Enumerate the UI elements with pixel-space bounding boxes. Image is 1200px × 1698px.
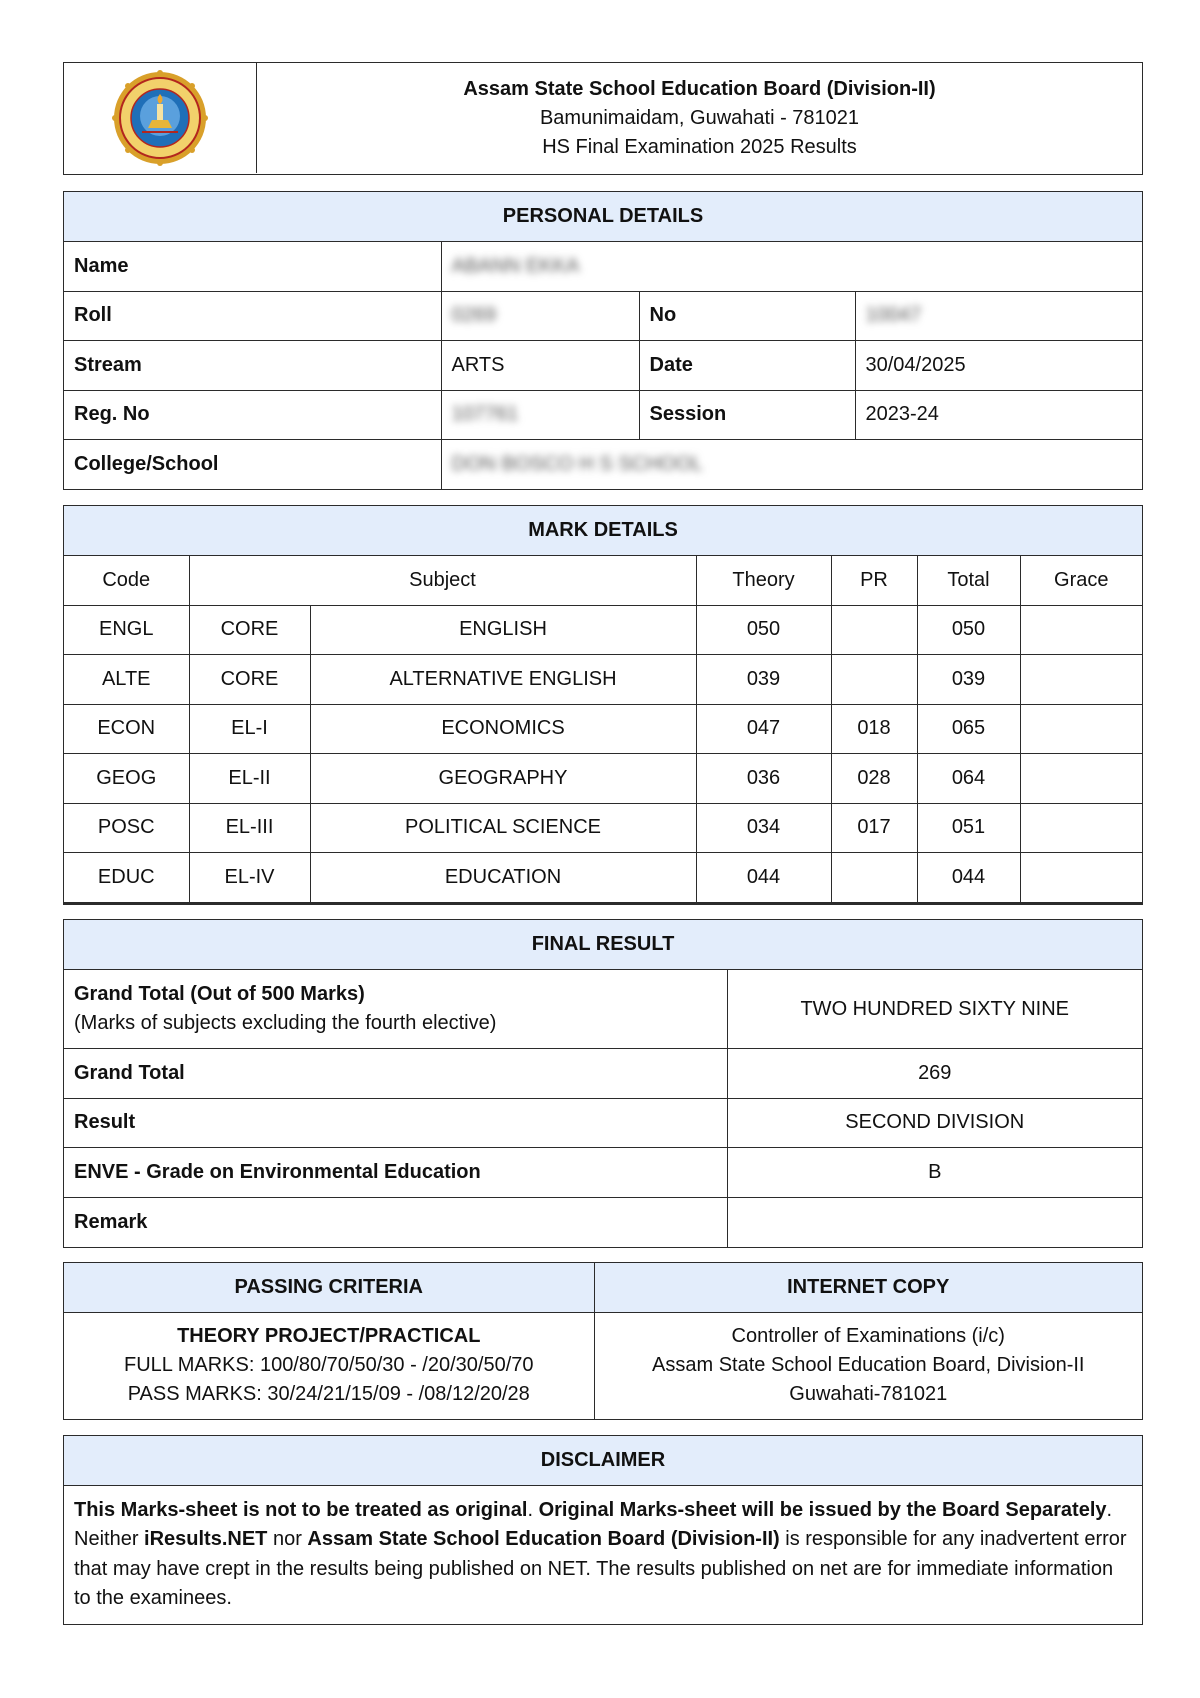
grand-total-words: TWO HUNDRED SIXTY NINE bbox=[727, 970, 1142, 1049]
cell-theory: 034 bbox=[696, 803, 831, 853]
cell-pr bbox=[831, 655, 917, 705]
cell-subject: EDUCATION bbox=[310, 853, 696, 903]
board-line: Assam State School Education Board, Division-II bbox=[652, 1354, 1085, 1377]
internet-copy-body bbox=[594, 1312, 1142, 1419]
cell-grace bbox=[1020, 704, 1142, 754]
cell-type: EL-IV bbox=[189, 853, 310, 903]
enve-label: ENVE - Grade on Environmental Education bbox=[64, 1148, 727, 1198]
criteria-section bbox=[63, 1262, 1143, 1420]
disclaimer-text-4: is responsible for any inadvertent error that may have crept in the results being published on NET. The results published on net are for immediate information to the examinees. bbox=[74, 1528, 1127, 1609]
mark-details-heading: MARK DETAILS bbox=[64, 506, 1142, 556]
col-grace: Grace bbox=[1020, 556, 1142, 606]
cell-total: 064 bbox=[917, 754, 1020, 804]
stream-value: ARTS bbox=[441, 341, 639, 391]
personal-details-section bbox=[63, 191, 1143, 490]
no-label: No bbox=[639, 291, 855, 341]
disclaimer-text bbox=[64, 1485, 1142, 1624]
city-line: Guwahati-781021 bbox=[789, 1383, 948, 1406]
table-row bbox=[64, 754, 1142, 804]
grand-total-value: 269 bbox=[727, 1049, 1142, 1099]
cell-subject: ALTERNATIVE ENGLISH bbox=[310, 655, 696, 705]
cell-type: EL-I bbox=[189, 704, 310, 754]
mark-details-section bbox=[63, 505, 1143, 905]
no-value: 10047 bbox=[865, 304, 922, 327]
full-marks-line: FULL MARKS: 100/80/70/50/30 - /20/30/50/70 bbox=[123, 1354, 534, 1377]
disclaimer-section bbox=[63, 1435, 1143, 1625]
table-row bbox=[64, 704, 1142, 754]
cell-theory: 036 bbox=[696, 754, 831, 804]
disclaimer-text-2: . Neither bbox=[74, 1498, 1113, 1550]
cell-total: 065 bbox=[917, 704, 1020, 754]
cell-code: GEOG bbox=[64, 754, 189, 804]
cell-subject: POLITICAL SCIENCE bbox=[310, 803, 696, 853]
cell-grace bbox=[1020, 853, 1142, 903]
iresults-link: iResults.NET bbox=[144, 1528, 268, 1550]
cell-grace bbox=[1020, 803, 1142, 853]
internet-copy-heading: INTERNET COPY bbox=[594, 1263, 1142, 1312]
disclaimer-bold-4: Assam State School Education Board (Division-II) bbox=[307, 1528, 780, 1550]
board-address: Bamunimaidam, Guwahati - 781021 bbox=[539, 106, 860, 129]
cell-code: ALTE bbox=[64, 655, 189, 705]
final-result-heading: FINAL RESULT bbox=[64, 920, 1142, 970]
cell-total: 044 bbox=[917, 853, 1020, 903]
cell-type: CORE bbox=[189, 655, 310, 705]
college-value: DON BOSCO H S SCHOOL bbox=[451, 453, 703, 475]
grand-total-500-label: Grand Total (Out of 500 Marks) bbox=[74, 983, 365, 1005]
session-value: 2023-24 bbox=[855, 390, 1142, 440]
cell-pr: 017 bbox=[831, 803, 917, 853]
passing-criteria-body bbox=[64, 1312, 594, 1419]
date-value: 30/04/2025 bbox=[855, 341, 1142, 391]
reg-no-value: 107761 bbox=[451, 403, 519, 426]
exam-title: HS Final Examination 2025 Results bbox=[542, 135, 857, 158]
cell-code: POSC bbox=[64, 803, 189, 853]
disclaimer-bold-2: Original Marks-sheet will be issued by the Board Separately bbox=[538, 1498, 1107, 1521]
disclaimer-heading: DISCLAIMER bbox=[64, 1436, 1142, 1485]
date-label: Date bbox=[639, 341, 855, 391]
table-row bbox=[64, 853, 1142, 903]
cell-pr: 018 bbox=[831, 704, 917, 754]
name-value: ABANN EKKA bbox=[451, 254, 580, 277]
cell-pr bbox=[831, 853, 917, 903]
col-theory: Theory bbox=[696, 556, 831, 606]
college-label: College/School bbox=[64, 440, 441, 490]
cell-subject: ENGLISH bbox=[310, 605, 696, 655]
cell-total: 051 bbox=[917, 803, 1020, 853]
disclaimer-bold-1: This Marks-sheet is not to be treated as original bbox=[74, 1498, 528, 1521]
cell-type: EL-II bbox=[189, 754, 310, 804]
grand-total-label: Grand Total bbox=[64, 1049, 727, 1099]
passing-criteria-title: THEORY PROJECT/PRACTICAL bbox=[177, 1325, 481, 1348]
enve-grade: B bbox=[727, 1148, 1142, 1198]
col-subject: Subject bbox=[189, 556, 696, 606]
cell-theory: 047 bbox=[696, 704, 831, 754]
col-pr: PR bbox=[831, 556, 917, 606]
cell-theory: 050 bbox=[696, 605, 831, 655]
remark-value bbox=[727, 1197, 1142, 1247]
cell-code: ENGL bbox=[64, 605, 189, 655]
reg-no-label: Reg. No bbox=[64, 390, 441, 440]
cell-grace bbox=[1020, 754, 1142, 804]
logo-cell bbox=[64, 63, 257, 173]
result-value: SECOND DIVISION bbox=[727, 1098, 1142, 1148]
col-total: Total bbox=[917, 556, 1020, 606]
board-name: Assam State School Education Board (Division-II) bbox=[463, 77, 936, 100]
board-seal-icon bbox=[112, 70, 208, 166]
stream-label: Stream bbox=[64, 341, 441, 391]
cell-type: EL-III bbox=[189, 803, 310, 853]
session-label: Session bbox=[639, 390, 855, 440]
passing-criteria-heading: PASSING CRITERIA bbox=[64, 1263, 594, 1312]
final-result-section bbox=[63, 919, 1143, 1248]
cell-code: EDUC bbox=[64, 853, 189, 903]
col-code: Code bbox=[64, 556, 189, 606]
cell-subject: GEOGRAPHY bbox=[310, 754, 696, 804]
table-row bbox=[64, 605, 1142, 655]
result-header bbox=[63, 62, 1143, 175]
cell-pr: 028 bbox=[831, 754, 917, 804]
cell-type: CORE bbox=[189, 605, 310, 655]
controller-line: Controller of Examinations (i/c) bbox=[731, 1325, 1005, 1348]
board-title-cell bbox=[257, 63, 1142, 173]
table-row bbox=[64, 803, 1142, 853]
cell-theory: 039 bbox=[696, 655, 831, 705]
result-label: Result bbox=[64, 1098, 727, 1148]
cell-total: 050 bbox=[917, 605, 1020, 655]
table-row bbox=[64, 655, 1142, 705]
personal-details-heading: PERSONAL DETAILS bbox=[64, 192, 1142, 242]
name-label: Name bbox=[64, 242, 441, 292]
cell-pr bbox=[831, 605, 917, 655]
cell-grace bbox=[1020, 655, 1142, 705]
disclaimer-text-1: . bbox=[527, 1498, 539, 1521]
cell-theory: 044 bbox=[696, 853, 831, 903]
remark-label: Remark bbox=[64, 1197, 727, 1247]
roll-value: 0269 bbox=[451, 304, 496, 327]
cell-subject: ECONOMICS bbox=[310, 704, 696, 754]
cell-code: ECON bbox=[64, 704, 189, 754]
pass-marks-line: PASS MARKS: 30/24/21/15/09 - /08/12/20/28 bbox=[127, 1383, 530, 1406]
roll-label: Roll bbox=[64, 291, 441, 341]
grand-total-500-note: (Marks of subjects excluding the fourth elective) bbox=[74, 1012, 497, 1034]
cell-total: 039 bbox=[917, 655, 1020, 705]
disclaimer-text-3: nor bbox=[267, 1528, 308, 1550]
cell-grace bbox=[1020, 605, 1142, 655]
